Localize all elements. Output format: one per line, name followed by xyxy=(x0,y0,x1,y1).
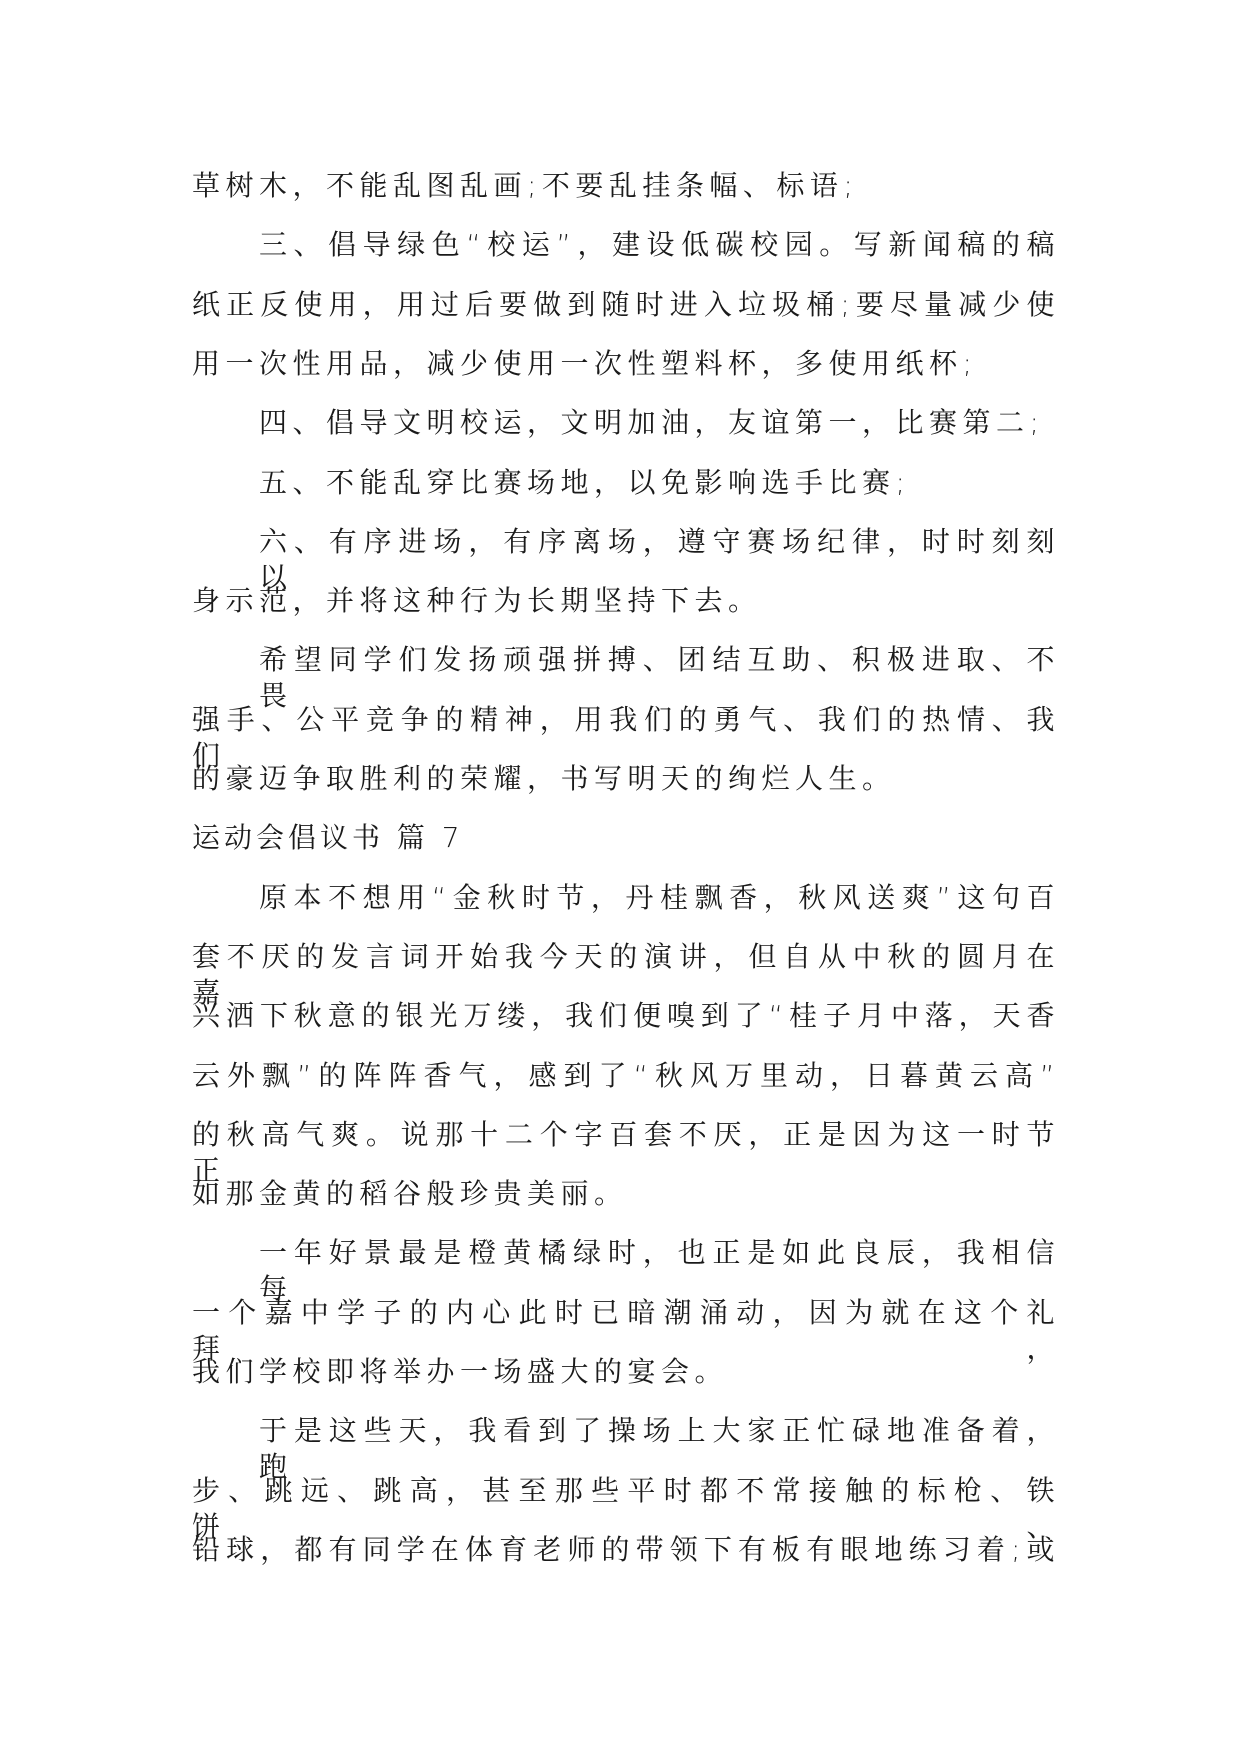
text-line: 三、倡导绿色“校运”，建设低碳校园。写新闻稿的稿 xyxy=(259,228,1060,262)
text-line: 原本不想用“金秋时节，丹桂飘香，秋风送爽”这句百 xyxy=(259,880,1060,914)
text-line: 强手、公平竞争的精神，用我们的勇气、我们的热情、我们 xyxy=(192,702,1060,772)
section-heading: 运动会倡议书 篇 7 xyxy=(192,821,464,855)
text-line: 兴洒下秋意的银光万缕，我们便嗅到了“桂子月中落，天香 xyxy=(192,999,1060,1033)
text-line: 铅球，都有同学在体育老师的带领下有板有眼地练习着;或 xyxy=(192,1532,1060,1566)
text-line: 四、倡导文明校运，文明加油，友谊第一，比赛第二; xyxy=(259,406,1045,440)
text-line: 我们学校即将举办一场盛大的宴会。 xyxy=(192,1355,729,1388)
text-line: 的豪迈争取胜利的荣耀，书写明天的绚烂人生。 xyxy=(192,762,896,795)
text-line: 用一次性用品，减少使用一次性塑料杯，多使用纸杯; xyxy=(192,346,978,380)
text-line: 一个嘉中学子的内心此时已暗潮涌动，因为就在这个礼拜， xyxy=(192,1295,1060,1365)
text-line: 草树木，不能乱图乱画;不要乱挂条幅、标语; xyxy=(192,169,859,202)
text-line: 纸正反使用，用过后要做到随时进入垃圾桶;要尽量减少使 xyxy=(192,287,1060,321)
text-line: 一年好景最是橙黄橘绿时，也正是如此良辰，我相信每 xyxy=(259,1236,1060,1306)
text-line: 身示范，并将这种行为长期坚持下去。 xyxy=(192,584,762,618)
text-line: 如那金黄的稻谷般珍贵美丽。 xyxy=(192,1177,628,1211)
text-line: 的秋高气爽。说那十二个字百套不厌，正是因为这一时节正 xyxy=(192,1117,1060,1187)
text-line: 套不厌的发言词开始我今天的演讲，但自从中秋的圆月在嘉 xyxy=(192,939,1060,1009)
text-line: 于是这些天，我看到了操场上大家正忙碌地准备着，跑 xyxy=(259,1414,1060,1484)
text-line: 六、有序进场，有序离场，遵守赛场纪律，时时刻刻以 xyxy=(259,524,1060,594)
text-line: 五、不能乱穿比赛场地，以免影响选手比赛; xyxy=(259,465,911,499)
text-line: 云外飘”的阵阵香气，感到了“秋风万里动，日暮黄云高” xyxy=(192,1058,1060,1092)
text-line: 希望同学们发扬顽强拼搏、团结互助、积极进取、不畏 xyxy=(259,643,1060,713)
text-line: 步、跳远、跳高，甚至那些平时都不常接触的标枪、铁饼、 xyxy=(192,1473,1060,1543)
